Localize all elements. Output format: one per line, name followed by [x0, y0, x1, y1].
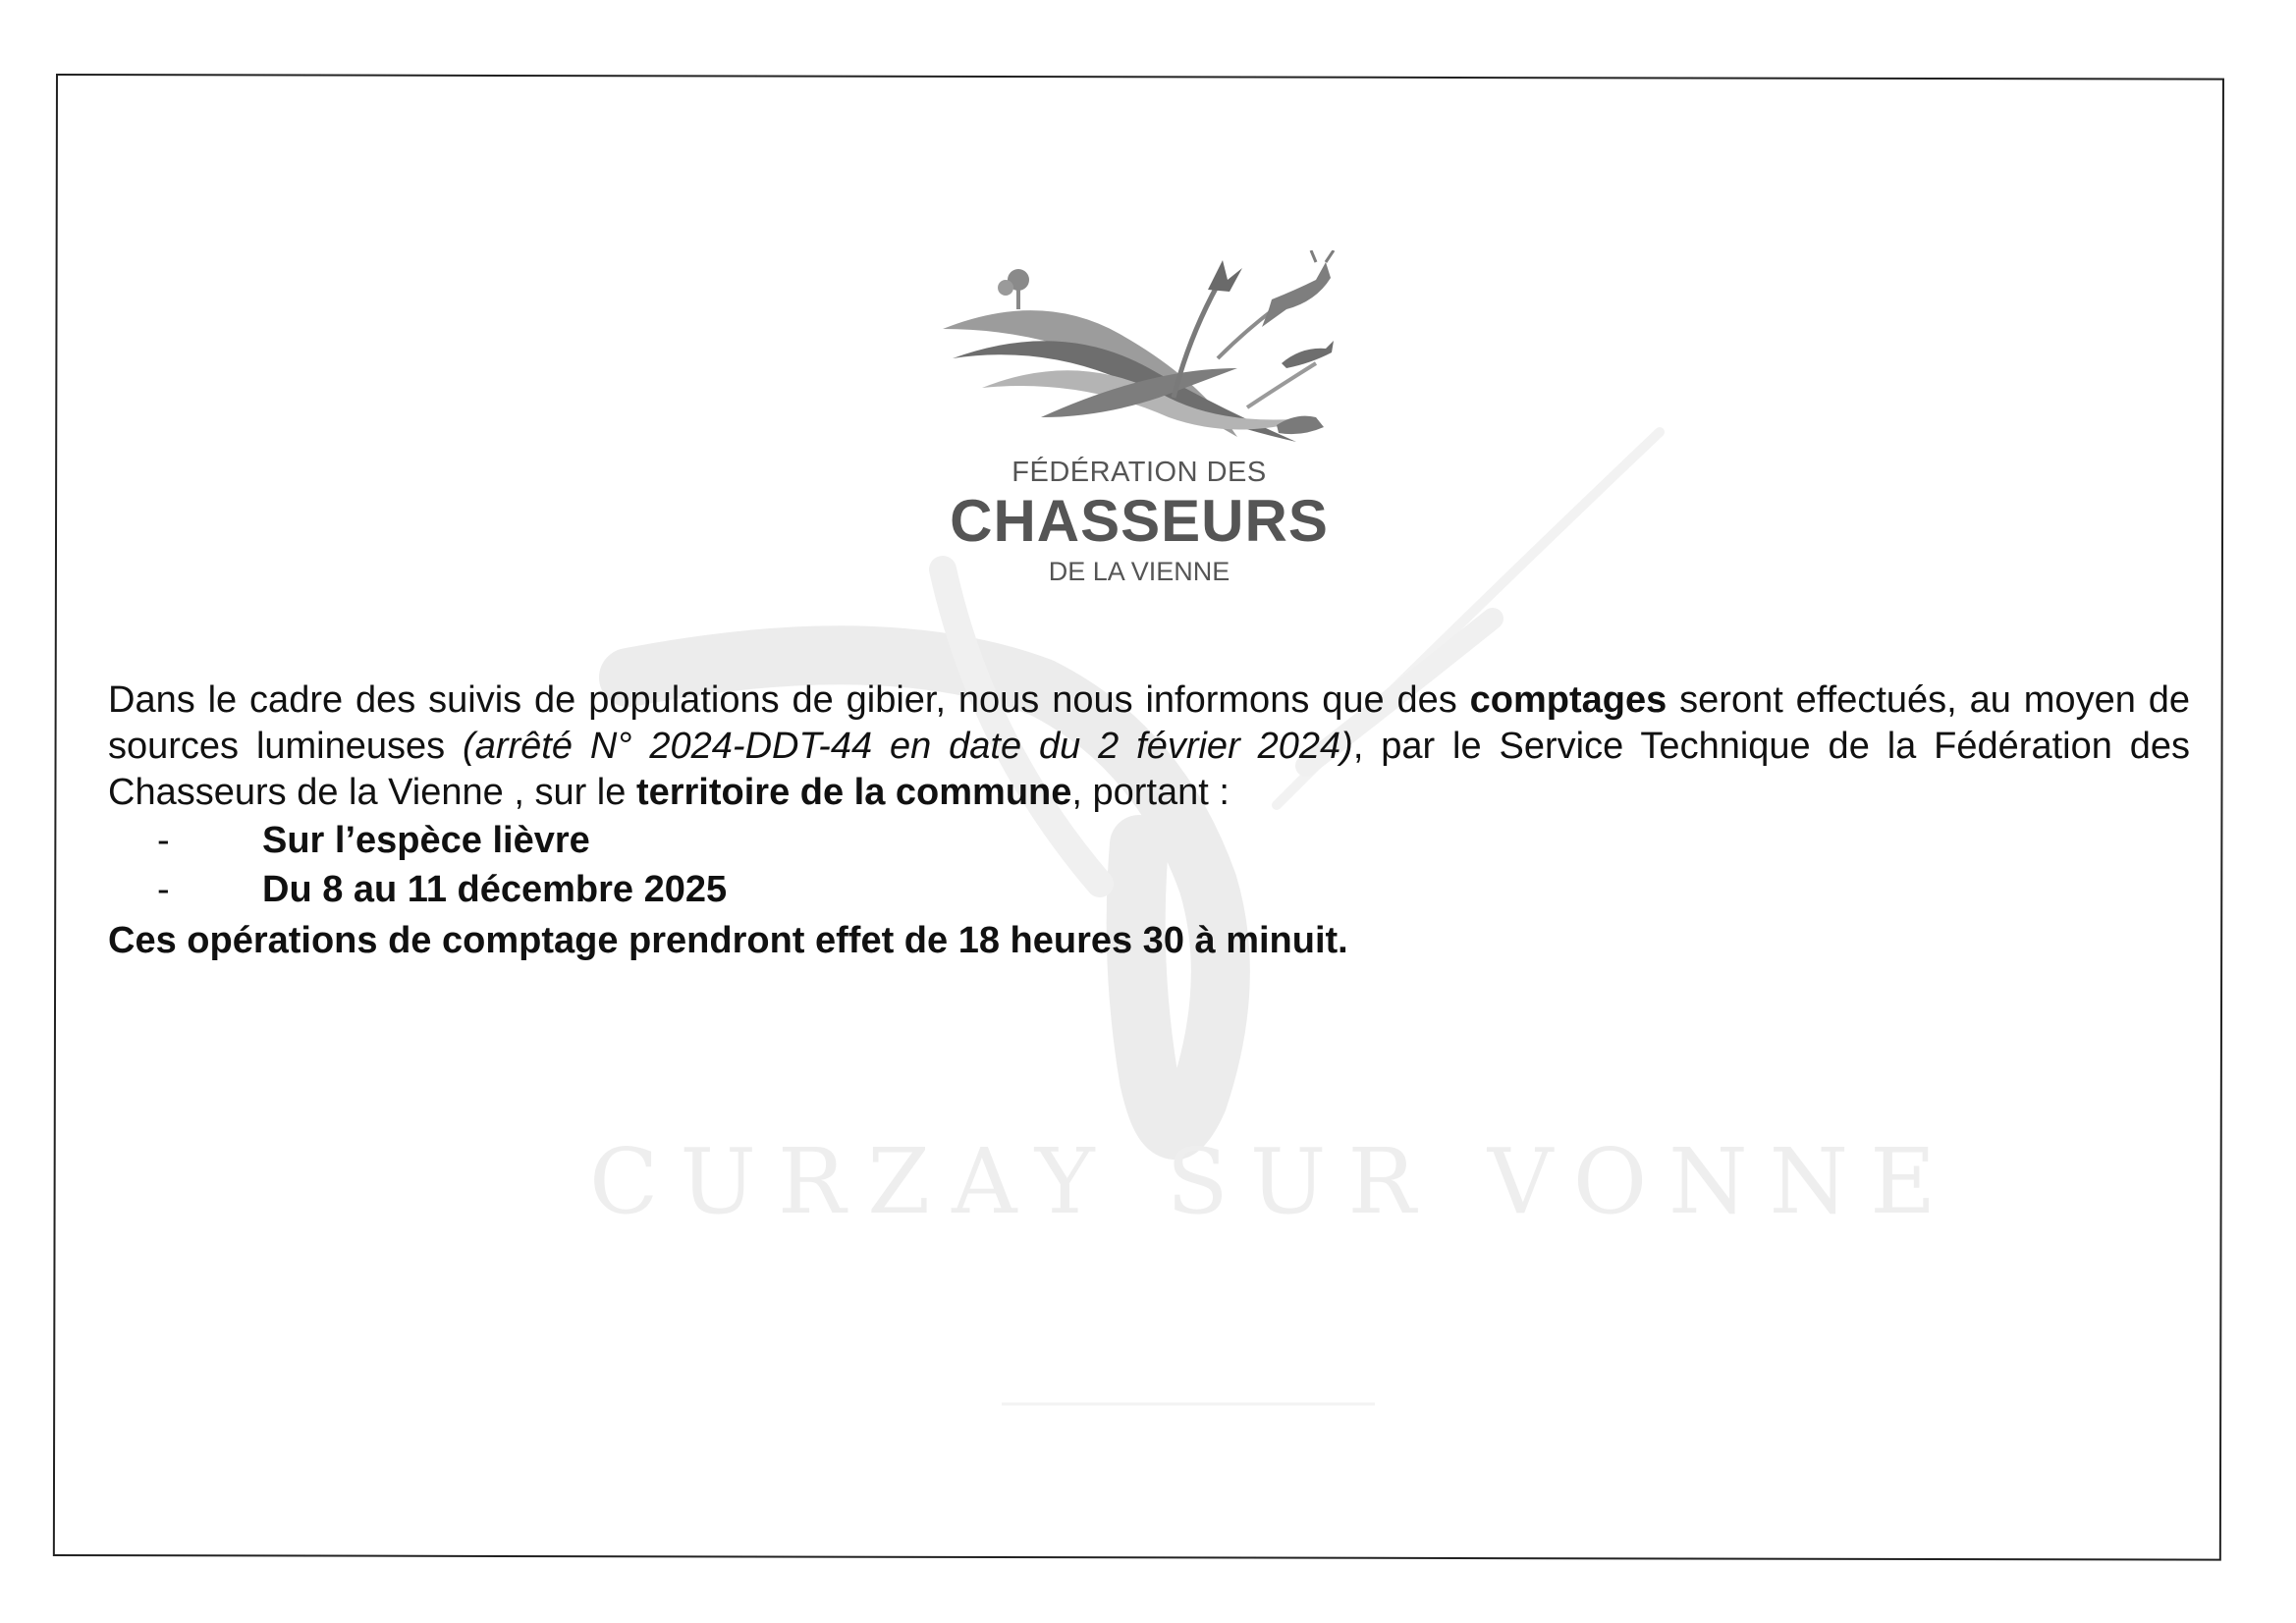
list-dash: -	[157, 869, 170, 910]
intro-text-4: , portant :	[1071, 772, 1230, 813]
details-list	[108, 816, 2190, 914]
watermark-text: CURZAY SUR VONNE	[589, 1129, 1958, 1234]
intro-bold-territoire: territoire de la commune	[635, 772, 1072, 813]
logo-title-line-3: DE LA VIENNE	[1048, 557, 1230, 586]
list-dash: -	[157, 820, 170, 861]
intro-text-1: Dans le cadre des suivis de populations de gibier, nous nous informons que des	[108, 679, 1470, 721]
list-item	[108, 816, 2190, 865]
intro-paragraph	[108, 677, 2190, 816]
list-item	[108, 865, 2190, 914]
intro-text-3: , par le Service Technique de la Fédération des Chasseurs de la Vienne , sur le	[108, 726, 2190, 813]
logo-title-line-2: CHASSEURS	[950, 488, 1329, 554]
arrete-reference: (arrêté N° 2024-DDT-44 en date du 2 février 2024)	[463, 726, 1353, 767]
species-item: Sur l’espèce lièvre	[262, 820, 590, 861]
intro-bold-comptages: comptages	[1469, 679, 1667, 721]
logo-title-line-1: FÉDÉRATION DES	[1011, 457, 1267, 488]
notice-body	[108, 677, 2190, 965]
dates-item: Du 8 au 11 décembre 2025	[262, 869, 728, 910]
wildlife-ribbon-logo-icon	[923, 250, 1355, 447]
closing-statement: Ces opérations de comptage prendront effet de 18 heures 30 à minuit.	[108, 920, 1348, 961]
intro-text-2: seront effectués, au moyen de sources lumineuses	[108, 679, 2190, 767]
federation-logo	[923, 250, 1375, 584]
